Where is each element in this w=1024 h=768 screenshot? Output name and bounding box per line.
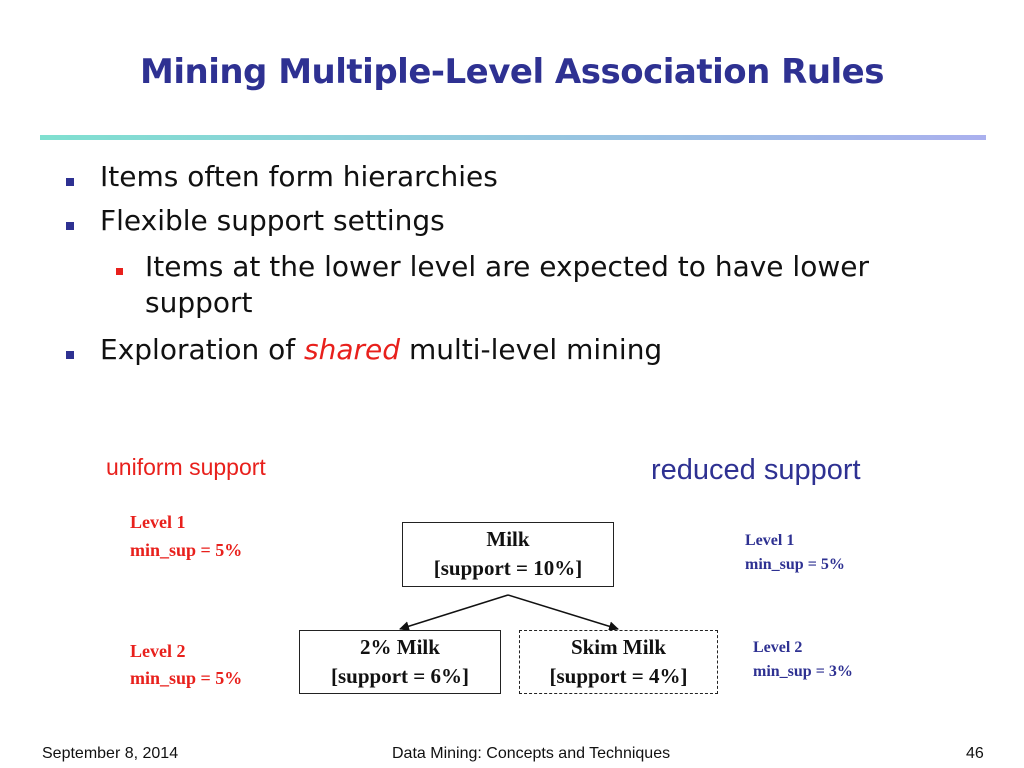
edge-to-skim-milk (508, 595, 618, 629)
node-2pct-milk (299, 630, 501, 694)
node-milk-support: [support = 10%] (433, 556, 583, 580)
uniform-level2-minsup: min_sup = 5% (130, 668, 243, 688)
bullet-item: Flexible support settings (100, 204, 445, 237)
node-skim-milk-support: [support = 4%] (549, 664, 688, 688)
uniform-level1-minsup: min_sup = 5% (130, 540, 243, 560)
bullet-item: Items often form hierarchies (100, 160, 498, 193)
node-milk (402, 522, 614, 587)
node-2pct-milk-support: [support = 6%] (331, 664, 469, 688)
footer-page-number: 46 (966, 745, 984, 762)
bullet-text-pre: Exploration of (100, 333, 305, 366)
node-skim-milk (519, 630, 718, 694)
reduced-level2-label: Level 2 (753, 639, 803, 656)
uniform-level2-label: Level 2 (130, 641, 186, 661)
uniform-level1-label: Level 1 (130, 512, 186, 532)
slide-title: Mining Multiple-Level Association Rules (140, 52, 884, 92)
uniform-support-heading: uniform support (106, 454, 266, 480)
bullet-text-post: multi-level mining (400, 333, 663, 366)
sub-bullet-line-1: Items at the lower level are expected to have lower (145, 250, 869, 283)
node-2pct-milk-name: 2% Milk (360, 635, 440, 659)
reduced-level2-minsup: min_sup = 3% (753, 663, 853, 680)
sub-bullet-line-2: support (145, 286, 253, 319)
edge-to-2pct-milk (400, 595, 508, 629)
footer-course: Data Mining: Concepts and Techniques (392, 745, 671, 762)
footer-date: September 8, 2014 (42, 745, 179, 762)
reduced-support-heading: reduced support (651, 454, 861, 486)
bullet-text-emphasis: shared (304, 333, 401, 366)
reduced-level1-minsup: min_sup = 5% (745, 556, 845, 573)
node-milk-name: Milk (486, 527, 530, 551)
node-skim-milk-name: Skim Milk (570, 635, 667, 659)
reduced-level1-label: Level 1 (745, 532, 795, 549)
